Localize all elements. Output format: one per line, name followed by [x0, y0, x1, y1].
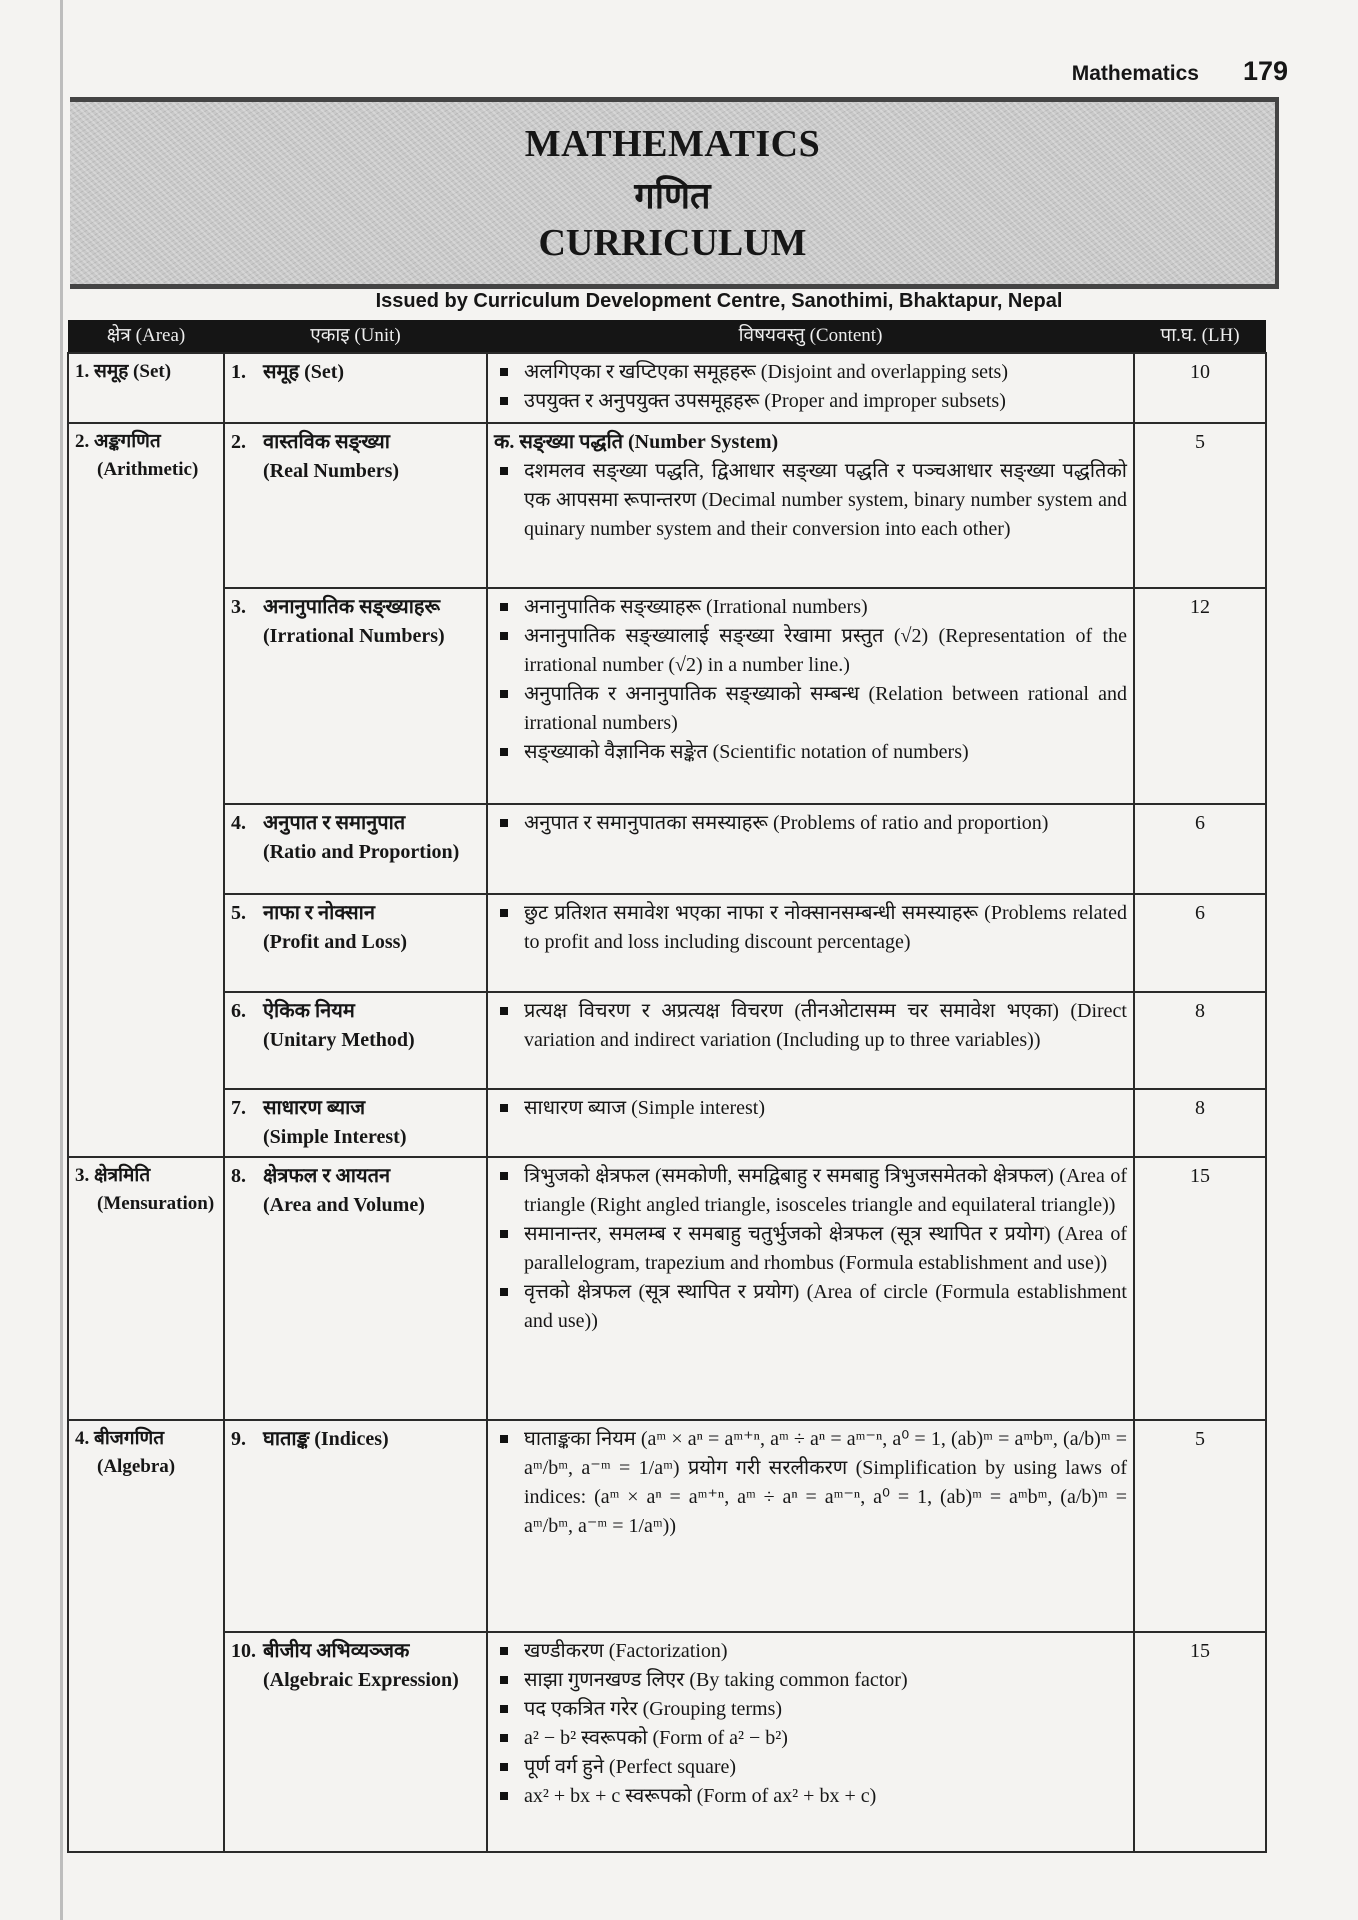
content-cell — [487, 423, 1134, 588]
lesson-hours: 8 — [1134, 1089, 1266, 1157]
lesson-hours: 15 — [1134, 1632, 1266, 1852]
content-item: अनुपातिक र अनानुपातिक सङ्ख्याको सम्बन्ध (Relation between rational and irrational numbers) — [494, 680, 1127, 738]
table-header — [68, 320, 1266, 353]
content-cell — [487, 894, 1134, 992]
unit-number: 1. — [231, 361, 246, 383]
area-name: 4. बीजगणित — [75, 1428, 165, 1449]
unit-name-english: (Real Numbers) — [263, 460, 400, 482]
unit-number: 6. — [231, 1000, 246, 1022]
table-row — [68, 1157, 1266, 1420]
unit-name: घाताङ्क (Indices) — [263, 1428, 389, 1450]
title-english: MATHEMATICS — [524, 123, 821, 165]
content-item: पद एकत्रित गरेर (Grouping terms) — [494, 1695, 1127, 1724]
curriculum-table — [67, 320, 1267, 1853]
unit-name-english: (Profit and Loss) — [263, 931, 408, 953]
column-header-unit: एकाइ (Unit) — [224, 320, 487, 353]
content-item: पूर्ण वर्ग हुने (Perfect square) — [494, 1753, 1127, 1782]
table-row — [68, 353, 1266, 423]
content-item: अनानुपातिक सङ्ख्याहरू (Irrational numbers) — [494, 593, 1127, 622]
area-name-english: (Mensuration) — [97, 1192, 215, 1214]
page-number: 179 — [1242, 56, 1288, 86]
content-item: अनुपात र समानुपातका समस्याहरू (Problems of ratio and proportion) — [494, 809, 1127, 838]
content-item: वृत्तको क्षेत्रफल (सूत्र स्थापित र प्रयोग) (Area of circle (Formula establishment and use)) — [494, 1278, 1127, 1336]
unit-name: क्षेत्रफल र आयतन — [263, 1165, 391, 1187]
column-header-area: क्षेत्र (Area) — [68, 320, 224, 353]
unit-name: ऐकिक नियम — [263, 1000, 355, 1022]
area-cell — [68, 353, 224, 423]
area-cell — [68, 423, 224, 1157]
area-name: 1. समूह (Set) — [75, 361, 172, 382]
unit-name: बीजीय अभिव्यञ्जक — [263, 1640, 410, 1662]
content-cell — [487, 353, 1134, 423]
area-name-english: (Algebra) — [97, 1455, 176, 1477]
content-cell — [487, 1157, 1134, 1420]
unit-cell — [224, 1157, 487, 1420]
unit-cell — [224, 353, 487, 423]
unit-number: 4. — [231, 812, 246, 834]
content-subheading: क. सङ्ख्या पद्धति (Number System) — [494, 431, 779, 453]
unit-number: 2. — [231, 431, 246, 453]
unit-number: 10. — [231, 1640, 256, 1662]
column-header-lh: पा.घ. (LH) — [1134, 320, 1266, 353]
title-banner — [70, 97, 1279, 289]
unit-cell — [224, 804, 487, 894]
table-row — [68, 894, 1266, 992]
lesson-hours: 6 — [1134, 804, 1266, 894]
table-row — [68, 1632, 1266, 1852]
content-item: ax² + bx + c स्वरूपको (Form of ax² + bx + c) — [494, 1782, 1127, 1811]
content-item: घाताङ्कका नियम (aᵐ × aⁿ = aᵐ⁺ⁿ, aᵐ ÷ aⁿ = aᵐ⁻ⁿ, a⁰ = 1, (ab)ᵐ = aᵐbᵐ, (a/b)ᵐ = aᵐ/bᵐ, a⁻ᵐ = 1/aᵐ) प्रयोग गरी सरलीकरण (Simplification by using laws of indices: (aᵐ × aⁿ = aᵐ⁺ⁿ, aᵐ ÷ aⁿ = aᵐ⁻ⁿ, a⁰ = 1, (ab)ᵐ = aᵐbᵐ, (a/b)ᵐ = aᵐ/bᵐ, a⁻ᵐ = 1/aᵐ)) — [494, 1425, 1127, 1541]
unit-number: 9. — [231, 1428, 246, 1450]
issued-by: Issued by Curriculum Development Centre, Sanothimi, Bhaktapur, Nepal — [375, 290, 1063, 312]
unit-name: नाफा र नोक्सान — [263, 902, 375, 924]
unit-name-english: (Algebraic Expression) — [263, 1669, 459, 1691]
content-item: त्रिभुजको क्षेत्रफल (समकोणी, समद्विबाहु र समबाहु त्रिभुजसमेतको क्षेत्रफल) (Area of triangle (Right angled triangle, isosceles triangle and equilateral triangle)) — [494, 1162, 1127, 1220]
unit-cell — [224, 1632, 487, 1852]
content-cell — [487, 1632, 1134, 1852]
unit-name-english: (Area and Volume) — [263, 1194, 425, 1216]
area-name: 2. अङ्कगणित — [75, 431, 161, 452]
unit-number: 8. — [231, 1165, 246, 1187]
table-row — [68, 1089, 1266, 1157]
lesson-hours: 12 — [1134, 588, 1266, 804]
unit-number: 7. — [231, 1097, 246, 1119]
unit-cell — [224, 588, 487, 804]
unit-cell — [224, 1089, 487, 1157]
subtitle: CURRICULUM — [538, 222, 807, 264]
lesson-hours: 6 — [1134, 894, 1266, 992]
lesson-hours: 10 — [1134, 353, 1266, 423]
table-row — [68, 804, 1266, 894]
content-item: छुट प्रतिशत समावेश भएका नाफा र नोक्सानसम्बन्धी समस्याहरू (Problems related to profit and loss including discount percentage) — [494, 899, 1127, 957]
lesson-hours: 15 — [1134, 1157, 1266, 1420]
content-cell — [487, 588, 1134, 804]
section-name: Mathematics — [1071, 62, 1199, 85]
running-header — [1072, 56, 1288, 87]
table-row — [68, 588, 1266, 804]
unit-name-english: (Irrational Numbers) — [263, 625, 445, 647]
unit-name: वास्तविक सङ्ख्या — [263, 431, 390, 453]
content-item: दशमलव सङ्ख्या पद्धति, द्विआधार सङ्ख्या पद्धति र पञ्चआधार सङ्ख्या पद्धतिको एक आपसमा रूपान्तरण (Decimal number system, binary number system and quinary number system and their conversion into each other) — [494, 457, 1127, 544]
content-cell — [487, 992, 1134, 1089]
content-cell — [487, 804, 1134, 894]
unit-number: 5. — [231, 902, 246, 924]
area-name: 3. क्षेत्रमिति — [75, 1165, 151, 1186]
area-name-english: (Arithmetic) — [97, 458, 199, 480]
title-nepali: गणित — [634, 176, 711, 216]
content-item: प्रत्यक्ष विचरण र अप्रत्यक्ष विचरण (तीनओटासम्म चर समावेश भएका) (Direct variation and indirect variation (Including up to three variables)) — [494, 997, 1127, 1055]
content-item: अलगिएका र खप्टिएका समूहहरू (Disjoint and overlapping sets) — [494, 358, 1127, 387]
content-item: साझा गुणनखण्ड लिएर (By taking common factor) — [494, 1666, 1127, 1695]
content-item: साधारण ब्याज (Simple interest) — [494, 1094, 1127, 1123]
unit-name: साधारण ब्याज — [263, 1097, 366, 1119]
unit-name: अनुपात र समानुपात — [263, 812, 406, 834]
table-row — [68, 992, 1266, 1089]
content-item: समानान्तर, समलम्ब र समबाहु चतुर्भुजको क्षेत्रफल (सूत्र स्थापित र प्रयोग) (Area of parallelogram, trapezium and rhombus (Formula establishment and use)) — [494, 1220, 1127, 1278]
lesson-hours: 5 — [1134, 1420, 1266, 1632]
unit-number: 3. — [231, 596, 246, 618]
content-item: a² − b² स्वरूपको (Form of a² − b²) — [494, 1724, 1127, 1753]
unit-cell — [224, 894, 487, 992]
unit-cell — [224, 1420, 487, 1632]
area-cell — [68, 1420, 224, 1852]
content-item: खण्डीकरण (Factorization) — [494, 1637, 1127, 1666]
content-item: सङ्ख्याको वैज्ञानिक सङ्केत (Scientific notation of numbers) — [494, 738, 1127, 767]
unit-name-english: (Ratio and Proportion) — [263, 841, 460, 863]
content-cell — [487, 1420, 1134, 1632]
table-row — [68, 423, 1266, 588]
lesson-hours: 5 — [1134, 423, 1266, 588]
lesson-hours: 8 — [1134, 992, 1266, 1089]
content-item: उपयुक्त र अनुपयुक्त उपसमूहहरू (Proper and improper subsets) — [494, 387, 1127, 416]
content-cell — [487, 1089, 1134, 1157]
table-row — [68, 1420, 1266, 1632]
area-cell — [68, 1157, 224, 1420]
unit-cell — [224, 992, 487, 1089]
unit-name: समूह (Set) — [263, 361, 345, 383]
unit-cell — [224, 423, 487, 588]
unit-name-english: (Simple Interest) — [263, 1126, 407, 1148]
unit-name-english: (Unitary Method) — [263, 1029, 415, 1051]
page-edge — [60, 0, 63, 1920]
unit-name: अनानुपातिक सङ्ख्याहरू — [263, 596, 441, 618]
content-item: अनानुपातिक सङ्ख्यालाई सङ्ख्या रेखामा प्रस्तुत (√2) (Representation of the irrational number (√2) in a number line.) — [494, 622, 1127, 680]
column-header-content: विषयवस्तु (Content) — [487, 320, 1134, 353]
